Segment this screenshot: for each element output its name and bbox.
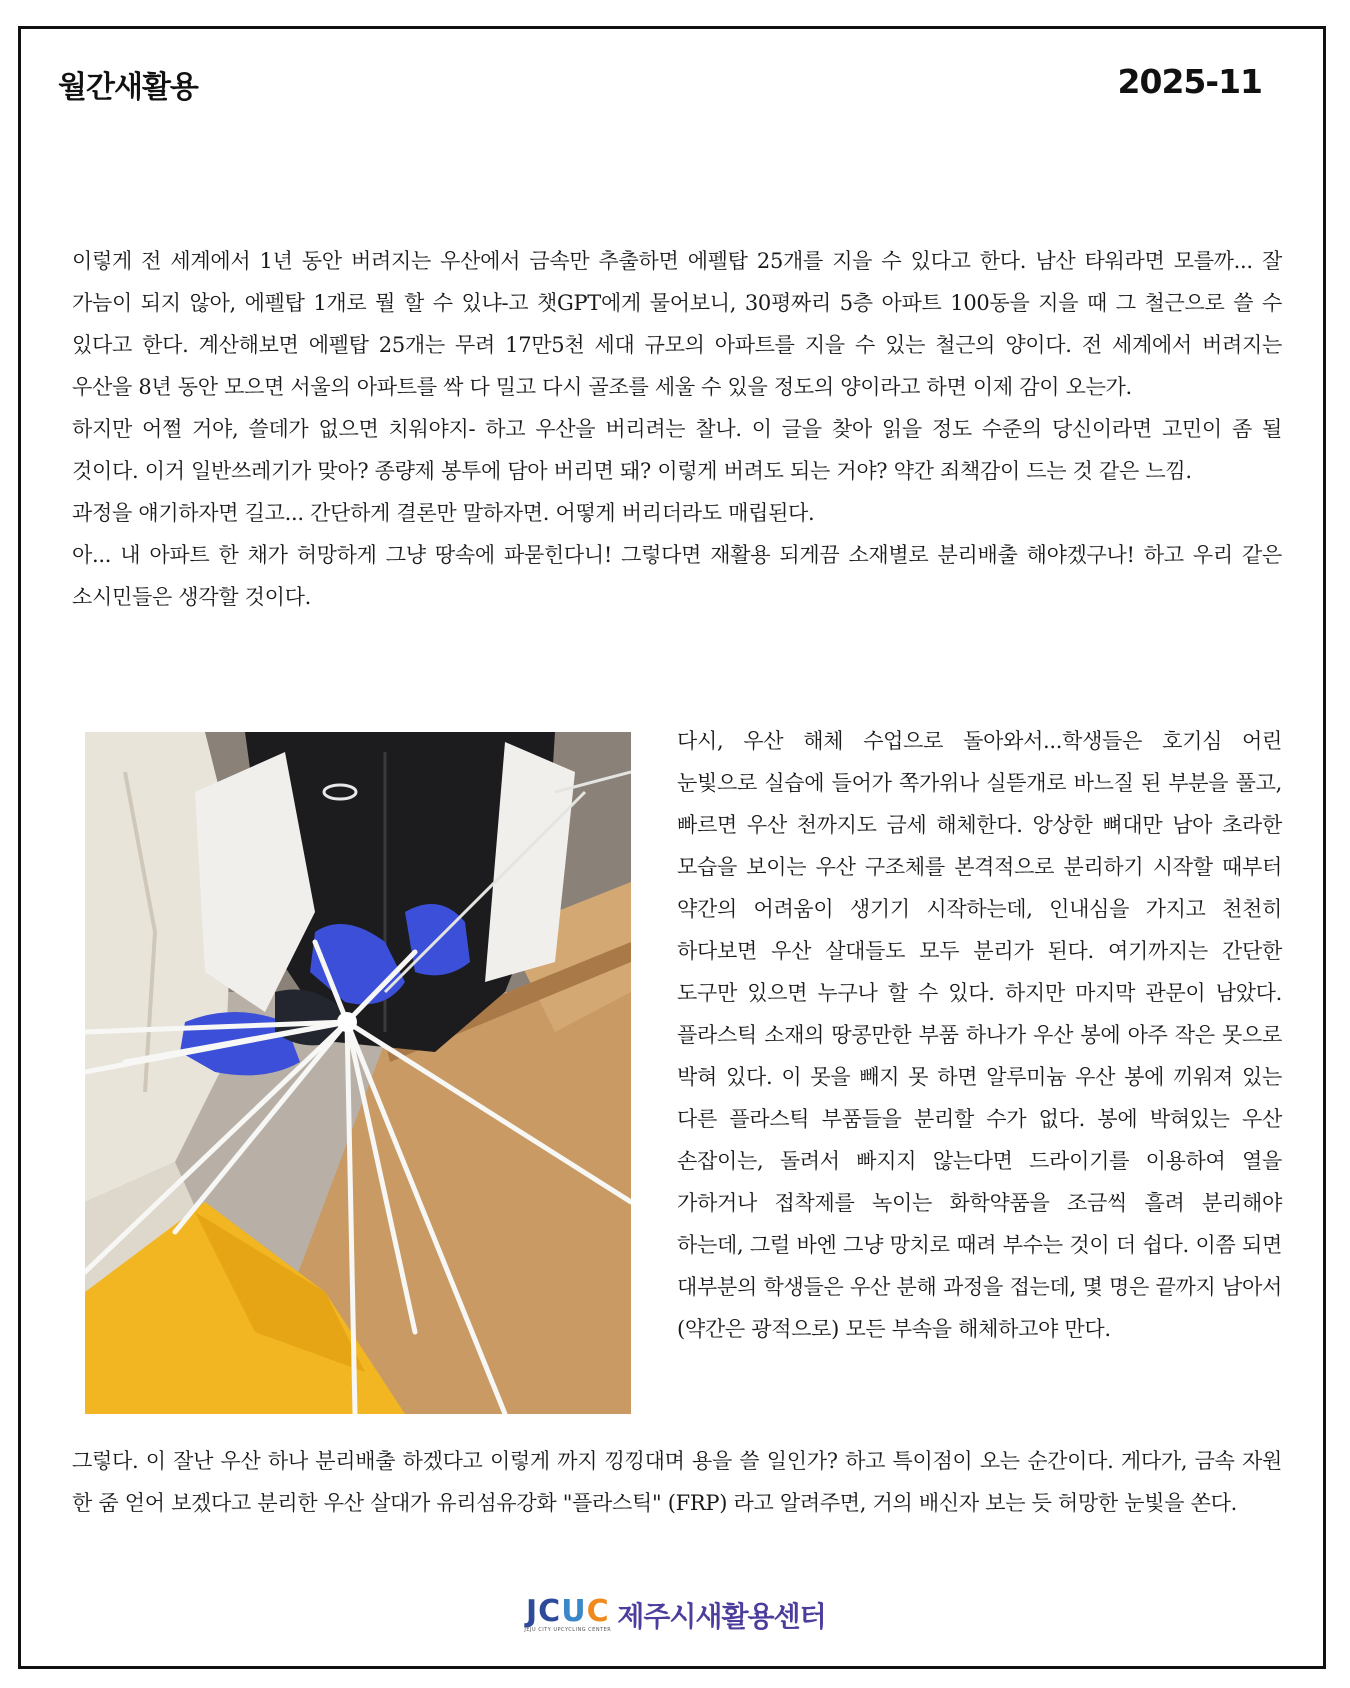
- publication-title: 월간새활용: [58, 70, 198, 105]
- paragraph: 아... 내 아파트 한 채가 허망하게 그냥 땅속에 파묻힌다니! 그렇다면 재활용 되게끔 소재별로 분리배출 해야겠구나! 하고 우리 같은 소시민들은 생각할 것이다.: [72, 543, 1282, 609]
- photo-text-section: [72, 720, 1282, 1440]
- umbrella-disassembly-photo: [85, 732, 631, 1414]
- paragraph: 과정을 얘기하자면 길고... 간단하게 결론만 말하자면. 어떻게 버리더라도 매립된다.: [72, 501, 815, 525]
- issue-date: 2025-11: [1117, 62, 1262, 101]
- article-intro: [72, 240, 1282, 618]
- side-paragraph: 다시, 우산 해체 수업으로 돌아와서...학생들은 호기심 어린 눈빛으로 실습에 들어가 쪽가위나 실뜯개로 바느질 된 부분을 풀고, 빠르면 우산 천까지도 금세 해체한다. 앙상한 뼈대만 남아 초라한 모습을 보이는 우산 구조체를 본격적으로 분리하기 시작할 때부터 약간의 어려움이 생기기 시작하는데, 인내심을 가지고 천천히 하다보면 우산 살대들도 모두 분리가 된다. 여기까지는 간단한 도구만 있으면 누구나 할 수 있다. 하지만 마지막 관문이 남았다. 플라스틱 소재의 땅콩만한 부품 하나가 우산 봉에 아주 작은 못으로 박혀 있다. 이 못을 빼지 못 하면 알루미늄 우산 봉에 끼워져 있는 다른 플라스틱 부품들을 분리할 수가 없다. 봉에 박혀있는 우산 손잡이는, 돌려서 빠지지 않는다면 드라이기를 이용하여 열을 가하거나 접착제를 녹이는 화학약품을 조금씩 흘려 분리해야 하는데, 그럴 바엔 그냥 망치로 때려 부수는 것이 더 쉽다. 이쯤 되면 대부분의 학생들은 우산 분해 과정을 접는데, 몇 명은 끝까지 남아서 (약간은 광적으로) 모든 부속을 해체하고야 만다.: [677, 729, 1282, 1341]
- jcuc-logo: [524, 1595, 825, 1635]
- paragraph: 하지만 어쩔 거야, 쓸데가 없으면 치워야지- 하고 우산을 버리려는 찰나. 이 글을 찾아 읽을 정도 수준의 당신이라면 고민이 좀 될 것이다. 이거 일반쓰레기가 맞아? 종량제 봉투에 담아 버리면 돼? 이렇게 버려도 되는 거야? 약간 죄책감이 드는 것 같은 느낌.: [72, 417, 1282, 483]
- closing-paragraph: 그렇다. 이 잘난 우산 하나 분리배출 하겠다고 이렇게 까지 낑낑대며 용을 쓸 일인가? 하고 특이점이 오는 순간이다. 게다가, 금속 자원 한 줌 얻어 보겠다고 분리한 우산 살대가 유리섬유강화 "플라스틱" (FRP) 라고 알려주면, 거의 배신자 보는 듯 허망한 눈빛을 쏜다.: [72, 1449, 1282, 1515]
- footer: [0, 1595, 1350, 1635]
- organization-name: 제주시새활용센터: [617, 1600, 826, 1633]
- paragraph: 이렇게 전 세계에서 1년 동안 버려지는 우산에서 금속만 추출하면 에펠탑 25개를 지을 수 있다고 한다. 남산 타워라면 모를까... 잘 가늠이 되지 않아, 에펠탑 1개로 뭘 할 수 있냐-고 챗GPT에게 물어보니, 30평짜리 5층 아파트 100동을 지을 때 그 철근으로 쓸 수 있다고 한다. 계산해보면 에펠탑 25개는 무려 17만5천 세대 규모의 아파트를 지을 수 있는 철근의 양이다. 전 세계에서 버려지는 우산을 8년 동안 모으면 서울의 아파트를 싹 다 밀고 다시 골조를 세울 수 있을 정도의 양이라고 하면 이제 감이 오는가.: [72, 249, 1282, 399]
- logo-subtext: JEJU CITY UPCYCLING CENTER: [524, 1627, 612, 1633]
- logo-mark: [524, 1594, 612, 1633]
- logo-letters: JCUC: [526, 1594, 610, 1629]
